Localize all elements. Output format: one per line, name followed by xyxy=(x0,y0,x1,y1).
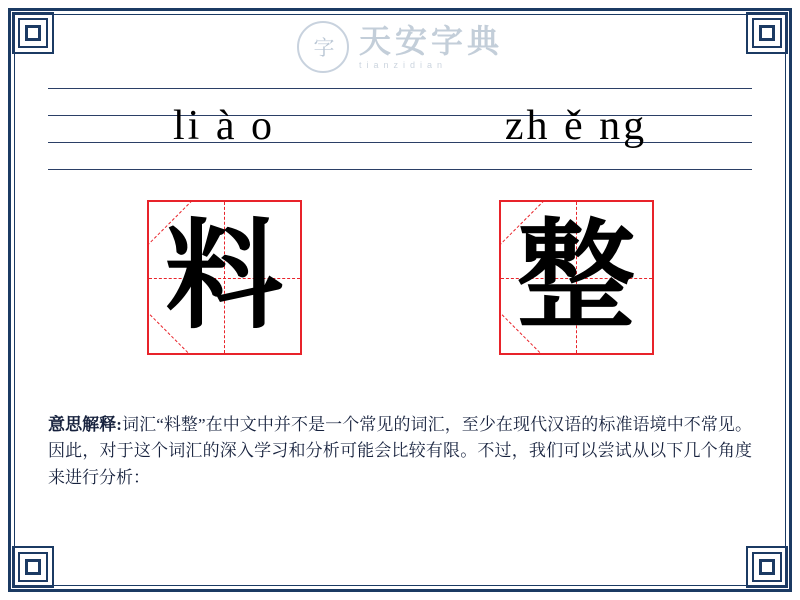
explanation-paragraph xyxy=(48,412,752,491)
pinyin-syllable-1: li à o xyxy=(173,102,275,149)
character-grid-row xyxy=(48,200,752,370)
staff-line-4 xyxy=(48,169,752,170)
corner-ornament-top-right xyxy=(744,10,790,56)
seal-icon: 字 xyxy=(297,21,349,73)
logo-subtitle: tianzidian xyxy=(358,59,448,70)
corner-ornament-bottom-right xyxy=(744,544,790,590)
tianzige-box-2 xyxy=(499,200,654,355)
tianzige-box-1 xyxy=(147,200,302,355)
pinyin-staff xyxy=(48,88,752,170)
logo-title: 天安字典 xyxy=(358,22,503,59)
character-slot-1 xyxy=(48,200,400,355)
corner-ornament-bottom-left xyxy=(10,544,56,590)
character-glyph-2: 整 xyxy=(516,211,635,343)
pinyin-syllable-2: zh ě ng xyxy=(504,102,648,149)
character-slot-2 xyxy=(400,200,752,355)
explanation-body: 词汇“料整”在中文中并不是一个常见的词汇，至少在现代汉语的标准语境中不常见。因此，对于这个词汇的深入学习和分析可能会比较有限。不过，我们可以尝试从以下几个角度来进行分析： xyxy=(48,415,752,487)
explanation-label: 意思解释: xyxy=(48,415,122,434)
corner-ornament-top-left xyxy=(10,10,56,56)
character-glyph-1: 料 xyxy=(164,211,283,343)
pinyin-row xyxy=(48,88,752,169)
